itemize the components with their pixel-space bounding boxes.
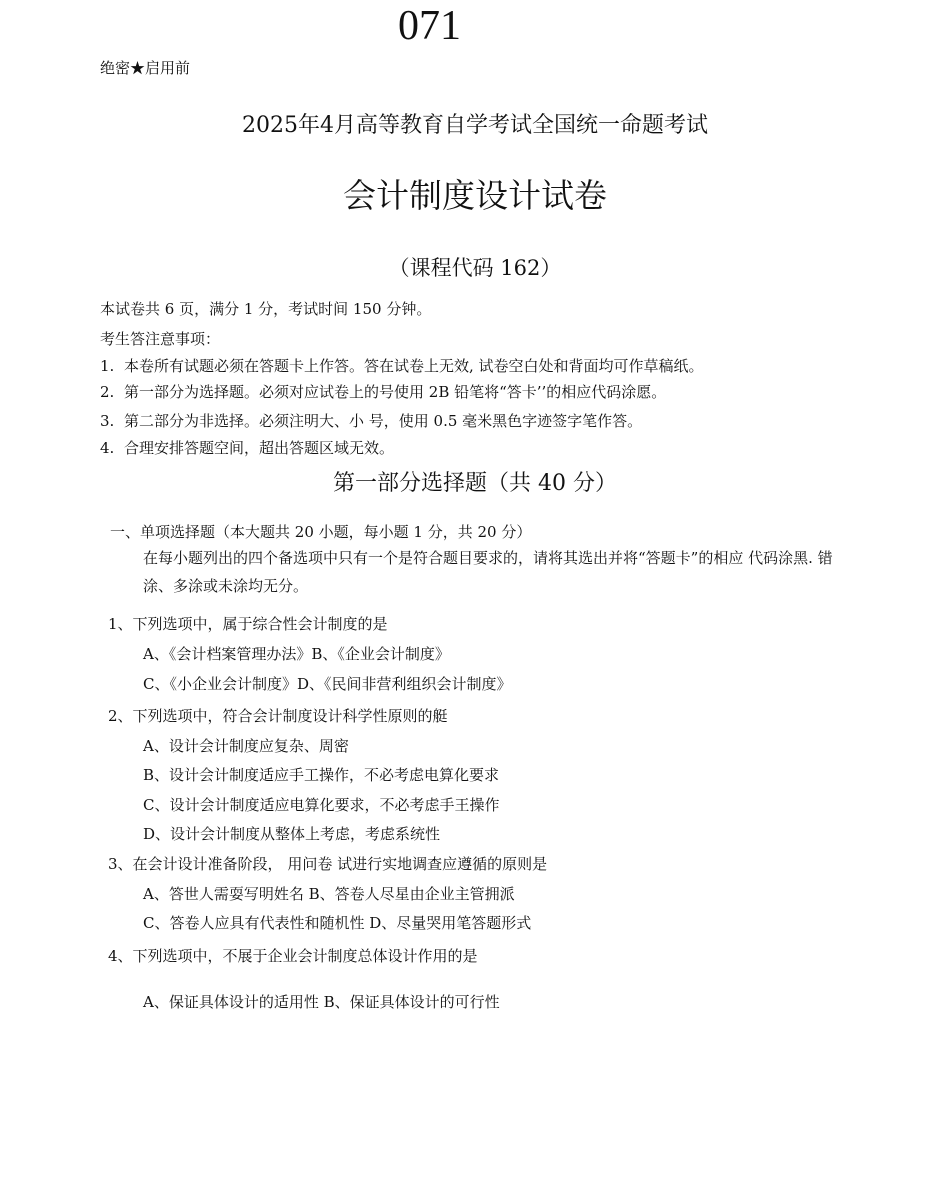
part-one-title: 第一部分选择题（共 40 分） [333,471,617,496]
question-option: A、答世人需耍写明姓名 B、答卷人尽星由企业主管拥派 [143,885,515,903]
notice-text: 本卷所有试题必须在答题卡上作答。答在试卷上无效, 试卷空白处和背面均可作草稿纸。 [124,357,704,375]
question-option: A、设计会计制度应复杂、周密 [143,737,349,755]
question-option: C、答卷人应具有代表性和随机性 D、尽量哭用笔答题形式 [143,914,532,932]
notice-item [100,355,704,376]
notice-item [100,381,666,402]
question-stem: 2、下列选项中，符合会计制度设计科学性原则的艇 [108,707,448,725]
notice-item [100,437,394,458]
notice-text: 合理安排答题空间，超出答题区域无效。 [124,439,395,457]
section-title: 一、单项选择题（本大题共 20 小题，每小题 1 分，共 20 分） [110,523,532,541]
question-option: B、设计会计制度适应手工操作，不必考虑电算化要求 [143,766,500,784]
notice-number: 3. [100,412,115,430]
question-option: D、设计会计制度从整体上考虑，考虑系统性 [143,825,441,843]
question-stem: 4、下列选项中，不展于企业会计制度总体设计作用的是 [108,947,478,965]
notice-heading: 考生答注意事项： [100,330,221,348]
question-stem: 3、在会计设计准备阶段， 用问卷 试进行实地调查应遵循的原则是 [108,855,548,873]
secret-mark: 绝密★启用前 [100,59,191,77]
exam-title: 2025年4月高等教育自学考试全国统一命题考试 [242,113,708,138]
notice-item [100,410,642,431]
course-code: （课程代码 162） [388,256,562,280]
paper-title: 会计制度设计试卷 [343,176,607,215]
question-stem: 1、下列选项中，属于综合性会计制度的是 [108,615,388,633]
question-option: A、《会计档案管理办法》B、《企业会计制度》 [143,645,450,663]
question-option: C、设计会计制度适应电算化要求，不必考虑手王操作 [143,796,500,814]
notice-number: 4. [100,439,115,457]
notice-text: 第二部分为非选择。必须注明大、小 号，使用 0.5 毫米黑色字迹签字笔作答。 [124,412,643,430]
exam-intro: 本试卷共 6 页，满分 1 分，考试时间 150 分钟。 [100,300,432,318]
notice-text: 第一部分为选择题。必须对应试卷上的号使用 2B 铅笔将“答卡’’的相应代码涂愿。 [124,383,667,401]
notice-number: 1. [100,357,115,375]
question-option: C、《小企业会计制度》D、《民间非营利组织会计制度》 [143,675,512,693]
notice-number: 2. [100,383,115,401]
section-description: 在每小题列出的四个备选项中只有一个是符合题目要求的，请将其选出并将“答题卡”的相应 代码涂黑. 错涂、多涂或未涂均无分。 [143,549,833,595]
question-option: A、保证具体设计的适用性 B、保证具体设计的可行性 [143,993,500,1011]
document-number: 071 [398,3,461,49]
